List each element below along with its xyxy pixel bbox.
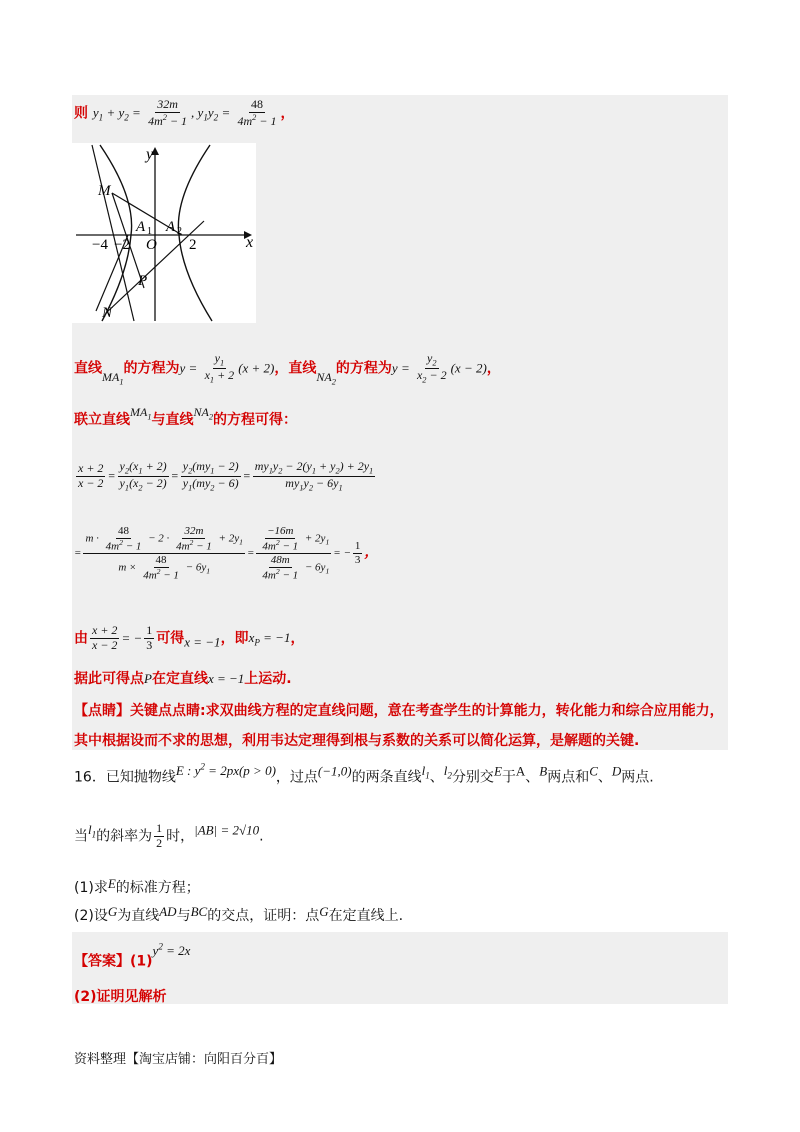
comment-line-1: 【点睛】关键点点睛:求双曲线方程的定直线问题，意在考查学生的计算能力，转化能力和综合应用能力，	[74, 703, 724, 719]
label-A2-sub: 2	[177, 226, 182, 237]
equation-substitute: = m · $\frac{48}{4m^2 - 1}$ − 2 · $\frac{32m}{4m^2 - 1}$ + $2y_1$ m × $\frac{48}{4m^2 - 1}$ − $6y_1$ = $\frac{-16m}{4m^2 - 1}$ + $2y_1$ $\frac{48m}{4m^2 - 1}$ − $6y_1$ = − $\frac{1}{3}$ ，	[74, 525, 379, 582]
graph-svg	[72, 143, 256, 323]
answer-part-1: 【答案】$(1)y^2 = 2x$	[74, 942, 191, 970]
page-footer: 资料整理【淘宝店铺：向阳百分百】	[74, 1052, 283, 1067]
x-axis-label: x	[246, 234, 254, 251]
conclusion-x: 由 $\frac{x + 2}{x - 2}$ = − $\frac{1}{3}$ 可得x = −1，即$x_P = -1$，	[74, 623, 305, 652]
question-16-stem: 16．已知抛物线E : $y^2 = 2px(p > 0)$，过点(−1,0)的两条直线$l_1$、$l_2$分别交E于A、B两点和C、D两点.	[74, 762, 654, 786]
question-part-2: (2)设G为直线AD与BC的交点，证明：点G在定直线上.	[74, 904, 404, 924]
vieta-line: 则 $y_1 + y_2$ = $\frac{32m}{4m^2 - 1}$ , $y_1y_2$ = $\frac{48}{4m^2 - 1}$ ，	[74, 97, 295, 128]
tick-2: 2	[189, 237, 197, 253]
answer-part-2: (2)证明见解析	[74, 989, 167, 1005]
label-P: P	[138, 273, 148, 289]
label-A1: A	[136, 219, 146, 235]
text-then: 则	[74, 105, 88, 122]
tick-neg2: −2	[114, 237, 130, 253]
question-16-condition: 当$l_1$的斜率为 $\frac{1}{2}$ 时，|AB| = 2√10.	[74, 821, 264, 850]
label-M: M	[98, 183, 111, 199]
line-equations: 直线$MA_1$的方程为y = $\frac{y_1}{x_1 + 2}$ (x + 2)，直线$NA_2$的方程为y = $\frac{y_2}{x_2 - 2}$ (x − 2)，	[74, 351, 501, 386]
question-part-1: (1)求E的标准方程；	[74, 876, 200, 896]
combine-lines: 联立直线$MA_1$与直线$NA_2$的方程可得：	[74, 405, 298, 428]
y-axis-label: y	[146, 146, 154, 163]
conclusion-line: 据此可得点P在定直线x = −1上运动.	[74, 671, 292, 687]
label-A1-sub: 1	[147, 226, 152, 237]
hyperbola-graph	[72, 143, 256, 323]
tick-neg4: −4	[92, 237, 108, 253]
label-N: N	[102, 305, 113, 321]
label-A2: A	[166, 219, 176, 235]
label-O: O	[146, 237, 157, 253]
equation-ratio: $\frac{x + 2}{x - 2}$ = $\frac{y_2(x_1 + 2)}{y_1(x_2 - 2)}$ = $\frac{y_2(my_1 - 2)}{y_1(my_2 - 6)}$ = $\frac{my_1y_2 - 2(y_1 + y_2) + 2y_1}{my_1y_2 - 6y_1}$	[78, 459, 374, 493]
comment-line-2: 其中根据设而不求的思想，利用韦达定理得到根与系数的关系可以简化运算，是解题的关键.	[74, 733, 640, 749]
